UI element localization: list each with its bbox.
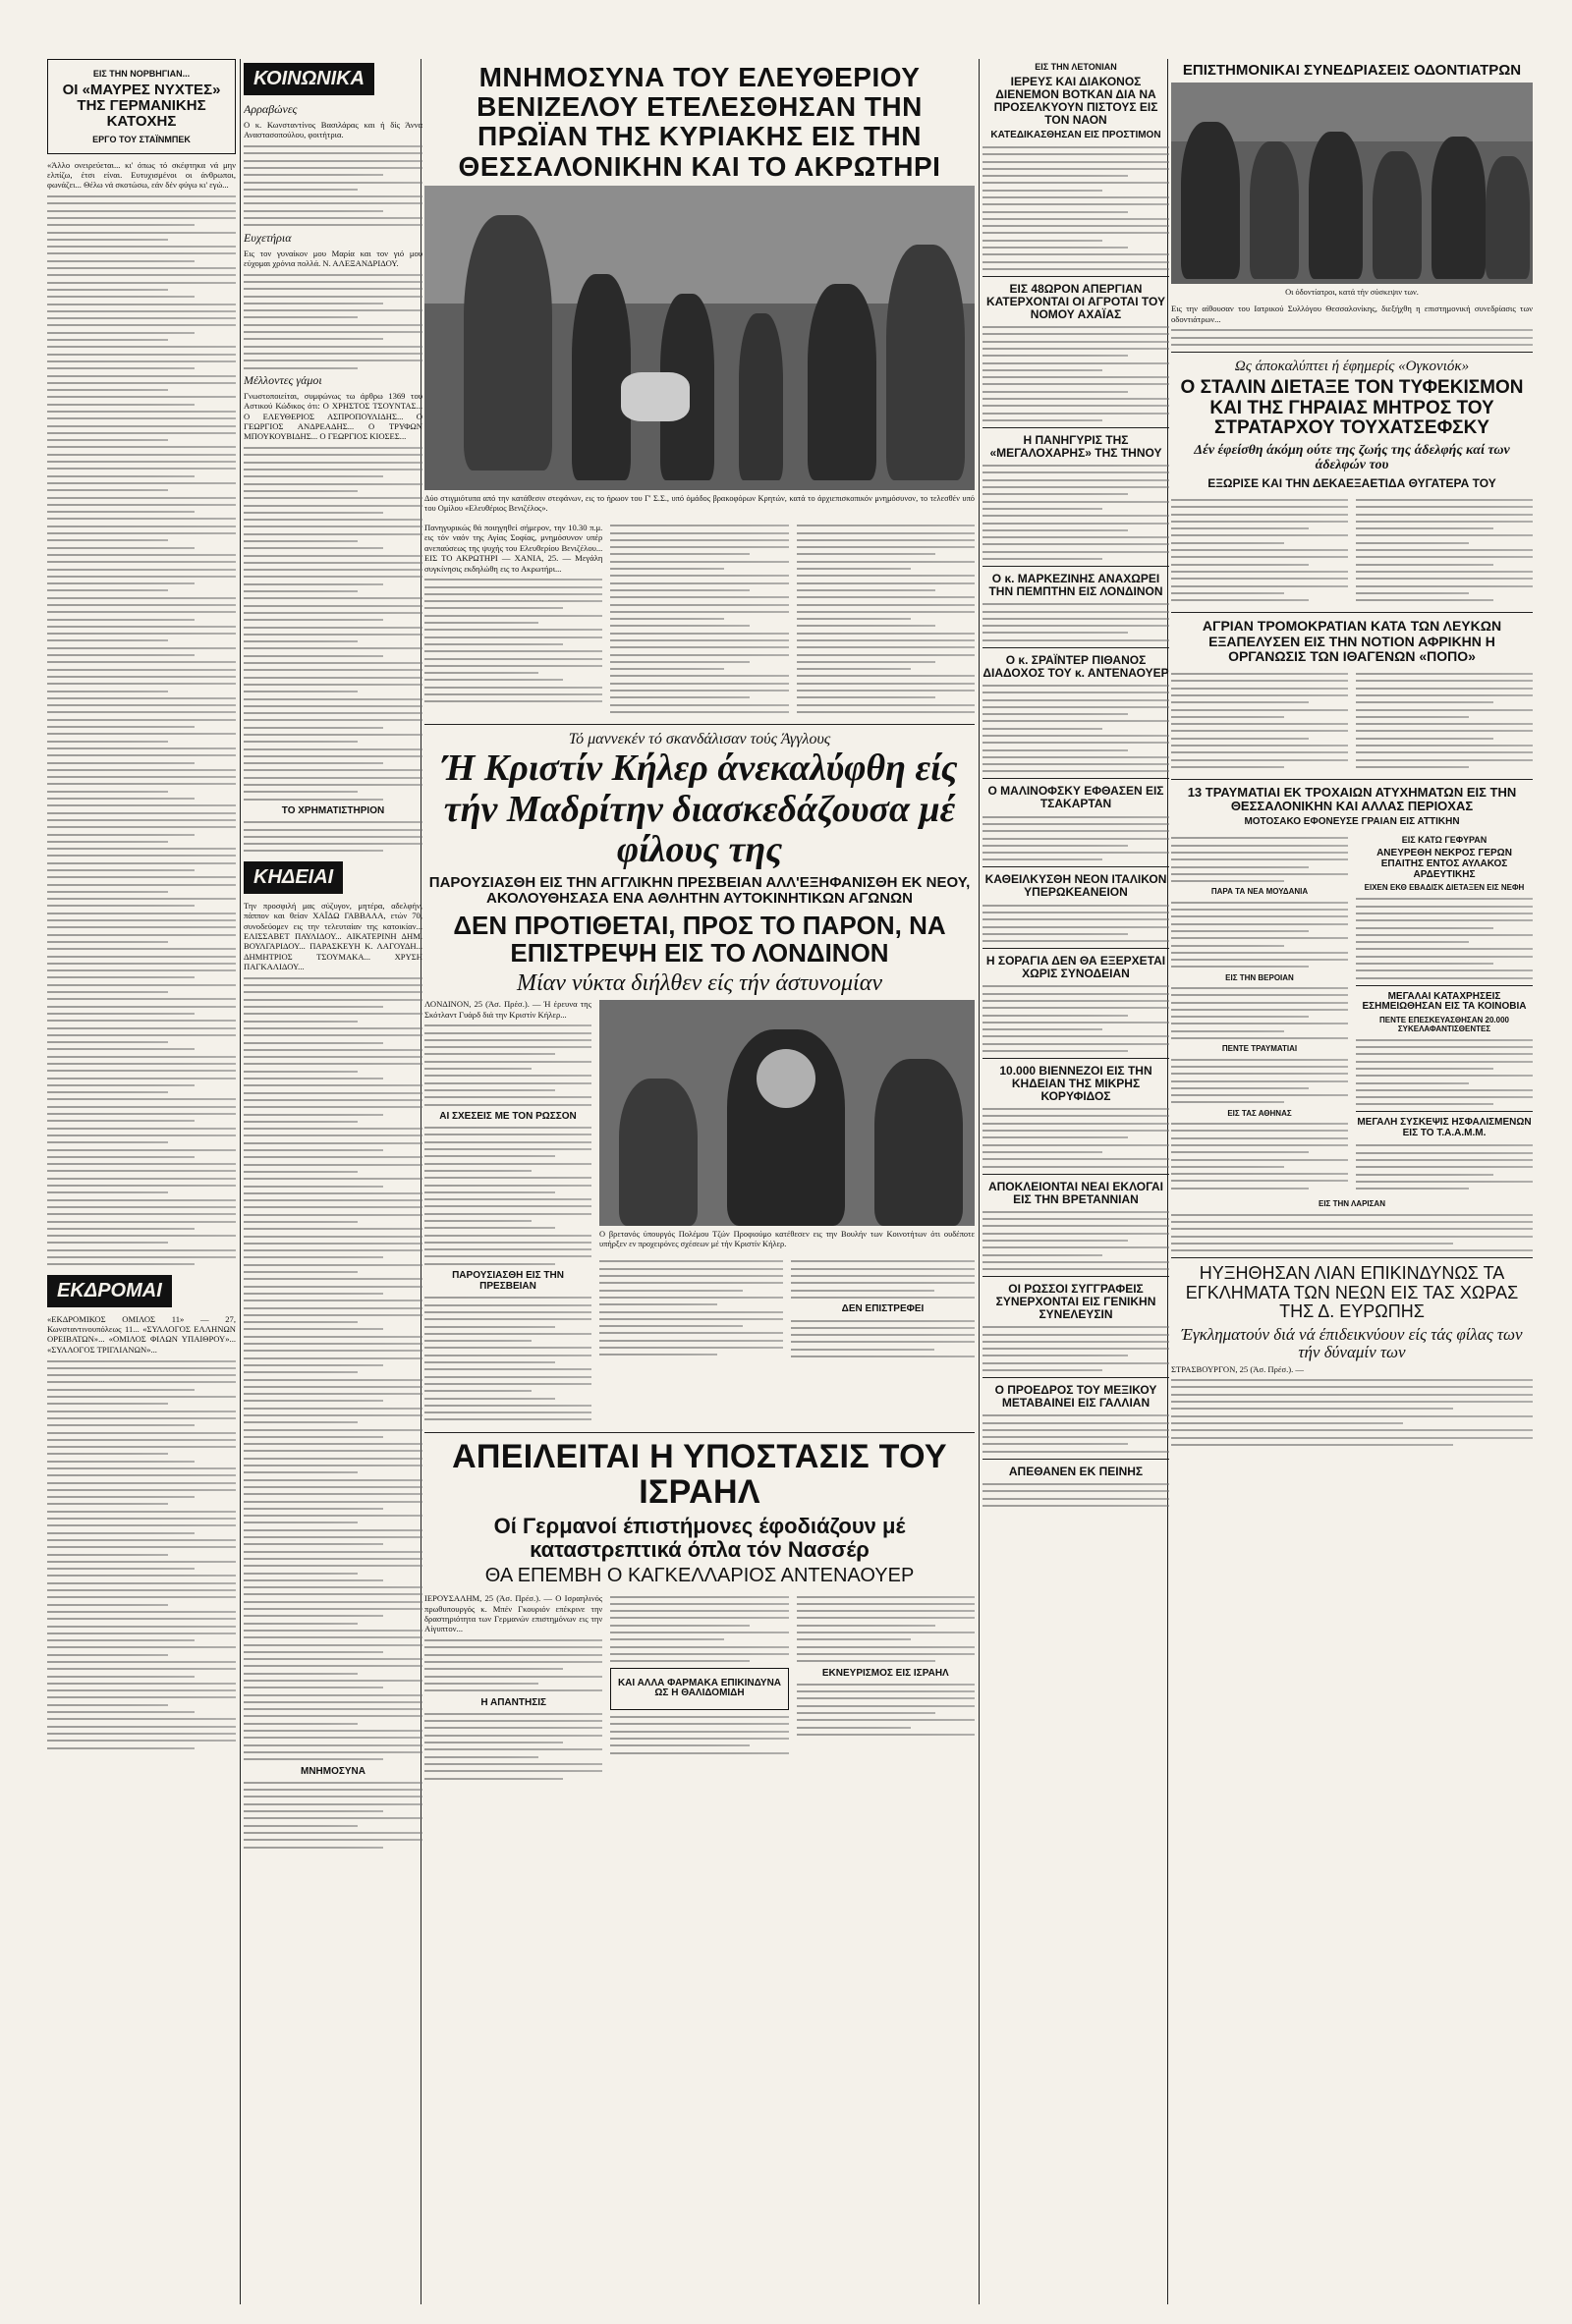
israel-headline: ΑΠΕΙΛΕΙΤΑΙ Η ΥΠΟΣΤΑΣΙΣ ΤΟΥ ΙΣΡΑΗΛ <box>452 1437 947 1512</box>
strike-headline: ΕΙΣ 48ΩΡΟΝ ΑΠΕΡΓΙΑΝ ΚΑΤΕΡΧΟΝΤΑΙ ΟΙ ΑΓΡΟΤΑΙ ΤΟΥ ΝΟΜΟΥ ΑΧΑΪΑΣ <box>985 281 1166 321</box>
serial-kicker: ΕΙΣ ΤΗΝ ΝΟΡΒΗΓΙΑΝ... <box>92 69 191 79</box>
keeler-section-1: ΑΙ ΣΧΕΣΕΙΣ ΜΕ ΤΟΝ ΡΩΣΣΟΝ <box>439 1110 577 1122</box>
profumo-photo-caption: Ο βρετανός ύπουργός Πολέμου Τζών Προφιούμο κατέθεσεν εις την Βουλήν των Κοινοτήτων ότι ουδέποτε υπήρξεν εν προχειρόνες σχέσεων μέ τήν Κριστίν Κήλερ. <box>599 1230 975 1249</box>
israel-section-1: Η ΑΠΑΝΤΗΣΙΣ <box>480 1696 546 1708</box>
schroeder-headline: Ο κ. ΣΡΑΪΝΤΕΡ ΠΙΘΑΝΟΣ ΔΙΑΔΟΧΟΣ ΤΟΥ κ. ΑΝΤΕΝΑΟΥΕΡ <box>982 652 1169 680</box>
gefyra-kicker: ΕΙΣ ΚΑΤΩ ΓΕΦΥΡΑΝ <box>1401 835 1488 846</box>
efxetiria-heading: Ευχετήρια <box>244 230 292 245</box>
efxetiria-text: Εις τον γυναίκον μου Μαρία και τον γιό μου εύχομαι χρόνια πολλά. Ν. ΑΛΕΞΑΝΔΡΙΔΟΥ. <box>244 248 422 268</box>
keeler-story <box>424 996 975 1426</box>
column-briefs <box>982 59 1169 1512</box>
israel-text: ΙΕΡΟΥΣΑΛΗΜ, 25 (Άσ. Πρέσ.). — Ο Ισραηλινός πρωθυπουργός κ. Μπέν Γκουριόν επέκρινε την δραστηριότητα των Γερμανών επιστημόνων εις την Αίγυπτον... <box>424 1593 603 1634</box>
israel-subhead-a: Οί Γερμανοί έπιστήμονες έφοδιάζουν μέ καταστρεπτικά όπλα τόν Νασσέρ <box>493 1514 906 1562</box>
israel-story <box>424 1590 975 1785</box>
crime-dateline: ΣΤΡΑΣΒΟΥΡΓΟΝ, 25 (Άσ. Πρέσ.). — <box>1171 1363 1305 1374</box>
latvia-subhead: ΚΑΤΕΔΙΚΑΣΘΗΣΑΝ ΕΙΣ ΠΡΟΣΤΙΜΟΝ <box>990 129 1161 140</box>
dentists-headline: ΕΠΙΣΤΗΜΟΝΙΚΑΙ ΣΥΝΕΔΡΙΑΣΕΙΣ ΟΔΟΝΤΙΑΤΡΩΝ <box>1182 62 1522 79</box>
stalin-subhead-a: Δέν έφείσθη άκόμη ούτε της ζωής της άδελφής καί των άδελφών του <box>1194 442 1510 473</box>
veroia-subhead: ΕΙΣ ΤΗΝ ΒΕΡΟΙΑΝ <box>1225 972 1294 982</box>
serial-box <box>47 59 236 154</box>
keeler-text: ΛΟΝΔΙΝΟΝ, 25 (Άσ. Πρέσ.). — Ή έρευνα της Σκότλαντ Γυάρδ διά την Κριστίν Κήλερ... <box>424 999 591 1020</box>
mnimosyna-heading: ΜΝΗΜΟΣΥΝΑ <box>301 1765 365 1777</box>
column-main <box>424 59 975 1785</box>
farmaka-box <box>610 1668 788 1711</box>
accidents-subhead: ΜΟΤΟΣΑΚΟ ΕΦΟΝΕΥΣΕ ΓΡΑΙΑΝ ΕΙΣ ΑΤΤΙΚΗΝ <box>1244 816 1460 828</box>
tinos-headline: Η ΠΑΝΗΓΥΡΙΣ ΤΗΣ «ΜΕΓΑΛΟΧΑΡΗΣ» ΤΗΣ ΤΗΝΟΥ <box>989 432 1162 460</box>
ekdromai-text: «ΕΚΔΡΟΜΙΚΟΣ ΟΜΙΛΟΣ 11» — 27, Κωνσταντινουπόλεως 11... «ΣΥΛΛΟΓΟΣ ΕΛΛΗΝΩΝ ΟΡΕΙΒΑΤΩΝ»... «ΟΜΙΛΟΣ ΦΙΛΩΝ ΥΠΑΙΘΡΟΥ»... «ΣΥΛΛΟΓΟΣ ΤΡΙΓΛΙΑΝΩΝ»... <box>47 1313 236 1355</box>
venizelos-text: Πανηγυρικώς θά ποιηγηθεί σήμερον, την 10.30 π.μ. εις τόν ναόν της Αγίας Σοφίας, μνημόσυνον υπέρ ανεπαύσεως της ψυχής του Ελευθερίου Βενιζέλου... ΕΙΣ ΤΟ ΑΚΡΩΤΗΡΙ — ΧΑΝΙΑ, 25. — Μεγάλη συγκίνησις εκδηλώθη εις το Ακρωτήρι... <box>424 522 603 574</box>
keeler-section-2: ΠΑΡΟΥΣΙΑΣΘΗ ΕΙΣ ΤΗΝ ΠΡΕΣΒΕΙΑΝ <box>452 1270 564 1293</box>
uk-elections-headline: ΑΠΟΚΛΕΙΟΝΤΑΙ ΝΕΑΙ ΕΚΛΟΓΑΙ ΕΙΣ ΤΗΝ ΒΡΕΤΑΝΝΙΑΝ <box>987 1179 1164 1206</box>
latvia-kicker: ΕΙΣ ΤΗΝ ΛΕΤΟΝΙΑΝ <box>1035 62 1117 72</box>
keeler-subhead-b: ΔΕΝ ΠΡΟΤΙΘΕΤΑΙ, ΠΡΟΣ ΤΟ ΠΑΡΟΝ, ΝΑ ΕΠΙΣΤΡΕΨΗ ΕΙΣ ΤΟ ΛΟΝΔΙΝΟΝ <box>453 910 946 968</box>
koinovia-subhead: ΠΕΝΤΕ ΕΠΕΣΚΕΥΑΣΘΗΣΑΝ 20.000 ΣΥΚΕΛΑΦΑΝΤΙΣΘΕΝΤΕΣ <box>1379 1016 1509 1033</box>
soraya-headline: Η ΣΟΡΑΓΙΑ ΔΕΝ ΘΑ ΕΞΕΡΧΕΤΑΙ ΧΩΡΙΣ ΣΥΝΟΔΕΙΑΝ <box>985 954 1166 981</box>
vienna-headline: 10.000 ΒΙΕΝΝΕΖΟΙ ΕΙΣ ΤΗΝ ΚΗΔΕΙΑΝ ΤΗΣ ΜΙΚΡΗΣ ΚΟΡΥΦΙΔΟΣ <box>999 1064 1152 1103</box>
dentists-photo-caption: Οι όδοντίατροι, κατά τήν σύσκεψιν των. <box>1285 288 1419 298</box>
stalin-kicker: Ως άποκαλύπτει ή έφημερίς «Ογκονιόκ» <box>1234 358 1470 374</box>
accidents-headline: 13 ΤΡΑΥΜΑΤΙΑΙ ΕΚ ΤΡΟΧΑΙΩΝ ΑΤΥΧΗΜΑΤΩΝ ΕΙΣ ΤΗΝ ΘΕΣΣΑΛΟΝΙΚΗΝ ΚΑΙ ΑΛΛΑΣ ΠΕΡΙΟΧΑΣ <box>1187 785 1517 814</box>
moudania-subhead: ΠΑΡΑ ΤΑ ΝΕΑ ΜΟΥΔΑΝΙΑ <box>1210 887 1309 897</box>
xrimatistirion-heading: ΤΟ ΧΡΗΜΑΤΙΣΤΗΡΙΟΝ <box>281 804 385 816</box>
crime-headline: ΗΥΞΗΘΗΣΑΝ ΛΙΑΝ ΕΠΙΚΙΝΔΥΝΩΣ ΤΑ ΕΓΚΛΗΜΑΤΑ ΤΩΝ ΝΕΩΝ ΕΙΣ ΤΑΣ ΧΩΡΑΣ ΤΗΣ Δ. ΕΥΡΩΠΗΣ <box>1185 1263 1519 1322</box>
farmaka-heading: ΚΑΙ ΑΛΛΑ ΦΑΡΜΑΚΑ ΕΠΙΚΙΝΔΥΝΑ ΩΣ Η ΘΑΛΙΔΟΜΙΔΗ <box>617 1677 782 1699</box>
dentists-text: Εις την αίθουσαν του Ιατρικού Συλλόγου Θεσσαλονίκης, διεξήχθη η επιστημονική συνεδρίασις των οδοντιάτρων... <box>1171 304 1533 324</box>
keeler-headline: Ή Κριστίν Κήλερ άνεκαλύφθη είς τήν Μαδρίτην διασκεδάζουσα μέ φίλους της <box>441 747 958 871</box>
profumo-photo <box>599 1000 975 1226</box>
ekdromai-banner: ΕΚΔΡΟΜΑΙ <box>47 1275 172 1307</box>
popo-headline: ΑΓΡΙΑΝ ΤΡΟΜΟΚΡΑΤΙΑΝ ΚΑΤΑ ΤΩΝ ΛΕΥΚΩΝ ΕΞΑΠΕΛΥΣΕΝ ΕΙΣ ΤΗΝ ΝΟΤΙΟΝ ΑΦΡΙΚΗΝ Η ΟΡΓΑΝΩΣΙΣ ΤΩΝ ΙΘΑΓΕΝΩΝ «ΠΟΠΟ» <box>1202 618 1502 664</box>
ekdromai-text-lines <box>47 1360 236 1749</box>
israel-subhead-b: ΘΑ ΕΠΕΜΒΗ Ο ΚΑΓΚΕΛΛΑΡΙΟΣ ΑΝΤΕΝΑΟΥΕΡ <box>484 1564 915 1586</box>
stalin-headline: Ο ΣΤΑΛΙΝ ΔΙΕΤΑΞΕ ΤΟΝ ΤΥΦΕΚΙΣΜΟΝ ΚΑΙ ΤΗΣ ΓΗΡΑΙΑΣ ΜΗΤΡΟΣ ΤΟΥ ΣΤΡΑΤΑΡΧΟΥ ΤΟΥΧΑΤΣΕΦΣΚΥ <box>1180 377 1524 439</box>
column-social <box>244 59 422 1854</box>
column-rule <box>240 59 241 2304</box>
koinonika-banner: ΚΟΙΝΩΝΙΚΑ <box>244 63 374 95</box>
stalin-subhead-b: ΕΞΩΡΙΣΕ ΚΑΙ ΤΗΝ ΔΕΚΑΕΞΑΕΤΙΔΑ ΘΥΓΑΤΕΡΑ ΤΟΥ <box>1207 475 1496 490</box>
mellontes-heading: Μέλλοντες γάμοι <box>244 372 322 387</box>
koinovia-headline: ΜΕΓΑΛΑΙ ΚΑΤΑΧΡΗΣΕΙΣ ΕΣΗΜΕΙΩΘΗΣΑΝ ΕΙΣ ΤΑ ΚΟΙΝΟΒΙΑ <box>1362 990 1527 1013</box>
venizelos-photo-caption: Δύο στιγμιότυπα από την κατάθεσιν στεφάνων, εις το ήρωον του Γ' Σ.Σ., υπό όμάδος βρακοφόρων Κρητών, κατά το άρχιεπισκοπικόν μνημόσυνον, το τελεσθέν υπό του Ομίλου «Ελευθέριος Βενιζέλος». <box>424 493 975 513</box>
serial-title: ΟΙ «ΜΑΥΡΕΣ ΝΥΧΤΕΣ» ΤΗΣ ΓΕΡΜΑΝΙΚΗΣ ΚΑΤΟΧΗΣ <box>62 82 221 131</box>
keeler-subhead-a: ΠΑΡΟΥΣΙΑΣΘΗ ΕΙΣ ΤΗΝ ΑΓΓΛΙΚΗΝ ΠΡΕΣΒΕΙΑΝ ΑΛΛ'ΕΞΗΦΑΝΙΣΘΗ ΕΚ ΝΕΟΥ, ΑΚΟΛΟΥΘΗΣΑΣΑ ΕΝΑ ΑΘΛΗΤΗΝ ΑΥΤΟΚΙΝΗΤΙΚΩΝ ΑΓΩΝΩΝ <box>428 874 971 908</box>
injured-subhead: ΠΕΝΤΕ ΤΡΑΥΜΑΤΙΑΙ <box>1221 1044 1298 1054</box>
beggar-headline: ΑΝΕΥΡΕΘΗ ΝΕΚΡΟΣ ΓΕΡΩΝ ΕΠΑΙΤΗΣ ΕΝΤΟΣ ΑΥΛΑΚΟΣ ΑΡΔΕΥΤΙΚΗΣ <box>1376 848 1512 880</box>
kideiai-text: Την προσφιλή μας σύζυγον, μητέρα, αδελφήν, πάππον και θείαν ΧΑΪΔΩ ΓΑΒΒΑΛΑ, ετών 70, συνοδεύομεν εις την τελευταίαν της κατοικίαν... ΕΛΙΣΣΑΒΕΤ ΠΑΥΛΙΔΟΥ... ΑΙΚΑΤΕΡΙΝΗ ΔΗΜ. ΒΟΥΛΓΑΡΙΔΟΥ... ΠΑΡΑΣΚΕΥΗ Κ. ΛΑΓΟΥΔΗ... ΔΗΜΗΤΡΙΟΣ ΤΣΟΥΜΑΚΑ... ΧΡΥΣΗ ΠΑΓΚΑΛΙΔΟΥ... <box>244 900 422 972</box>
malinovsky-headline: Ο ΜΑΛΙΝΟΦΣΚΥ ΕΦΘΑΣΕΝ ΕΙΣ ΤΣΑΚΑΡΤΑΝ <box>987 784 1164 811</box>
venizelos-photo <box>424 186 975 490</box>
hunger-headline: ΑΠΕΘΑΝΕΝ ΕΚ ΠΕΙΝΗΣ <box>1008 1464 1144 1478</box>
venizelos-headline: ΜΝΗΜΟΣΥΝΑ ΤΟΥ ΕΛΕΥΘΕΡΙΟΥ ΒΕΝΙΖΕΛΟΥ ΕΤΕΛΕΣΘΗΣΑΝ ΤΗΝ ΠΡΩΪΑΝ ΤΗΣ ΚΥΡΙΑΚΗΣ ΕΙΣ ΤΗΝ ΘΕΣΣΑΛΟΝΙΚΗΝ ΚΑΙ ΤΟ ΑΚΡΩΤΗΡΙ <box>458 62 941 182</box>
column-right <box>1171 59 1533 1451</box>
athens-subhead: ΕΙΣ ΤΑΣ ΑΘΗΝΑΣ <box>1227 1108 1292 1118</box>
beggar-subhead: ΕΙΧΕΝ ΕΚΘ ΕΒΑΔΙΣΚ ΔΙΕΤΑΞΕΝ ΕΙΣ ΝΕΦΗ <box>1364 883 1525 893</box>
latvia-headline: ΙΕΡΕΥΣ ΚΑΙ ΔΙΑΚΟΝΟΣ ΔΙΕΝΕΜΟΝ ΒΟΤΚΑΝ ΔΙΑ ΝΑ ΠΡΟΣΕΛΚΥΟΥΝ ΠΙΣΤΟΥΣ ΕΙΣ ΤΟΝ ΝΑΟΝ <box>993 75 1158 127</box>
serial-text: «Άλλο ονειρεύεται... κι' όπως τό σκέφτηκα νά μην ελπίζω, έτσι είναι. Ευτυχισμένοι οι άνθρωποι, φωνάζει... Θέλω νά σκοτώσω, εάν δέν φύγω κι' εγώ... <box>47 159 236 191</box>
keeler-kicker: Τό μαννεκέν τό σκανδάλισαν τούς Άγγλους <box>568 731 831 748</box>
kideiai-banner: ΚΗΔΕΙΑΙ <box>244 861 343 894</box>
mellontes-text: Γνωστοποιείται, συμφώνως τω άρθρω 1369 του Αστικού Κώδικος ότι: Ο ΧΡΗΣΤΟΣ ΤΣΟΥΝΤΑΣ... Ο ΕΛΕΥΘΕΡΙΟΣ ΑΣΠΡΟΠΟΥΛΙΔΗΣ... Ο ΓΕΩΡΓΙΟΣ ΑΝΔΡΕΑΔΗΣ... Ο ΤΡΥΦΩΝ ΜΠΟΥΚΟΥΒΙΔΗΣ... Ο ΓΕΩΡΓΙΟΣ ΚΙΟΣΕΣ... <box>244 390 422 442</box>
liner-headline: ΚΑΘΕΙΛΚΥΣΘΗ ΝΕΟΝ ΙΤΑΛΙΚΟΝ ΥΠΕΡΩΚΕΑΝΕΙΟΝ <box>984 872 1167 900</box>
keeler-section-3: ΔΕΝ ΕΠΙΣΤΡΕΦΕΙ <box>841 1303 925 1315</box>
column-rule <box>979 59 980 2304</box>
column-serial <box>47 59 236 1754</box>
israel-section-2: ΕΚΝΕΥΡΙΣΜΟΣ ΕΙΣ ΙΣΡΑΗΛ <box>821 1667 949 1679</box>
markezinis-headline: Ο κ. ΜΑΡΚΕΖΙΝΗΣ ΑΝΑΧΩΡΕΙ ΤΗΝ ΠΕΜΠΤΗΝ ΕΙΣ ΛΟΝΔΙΝΟΝ <box>988 572 1163 598</box>
venizelos-story <box>424 520 975 718</box>
crime-subhead: Έγκληματούν διά νά έπιδεικνύουν είς τάς φίλας των τήν δύναμίν των <box>1181 1324 1523 1362</box>
serial-text-lines <box>47 195 236 1265</box>
arravones-heading: Αρραβώνες <box>244 102 298 116</box>
dentists-photo <box>1171 83 1533 284</box>
arravones-text: Ο κ. Κωνσταντίνος Βασιλάρας και ή δίς Άννα Αναστασοπούλου, φοιτήτρια. <box>244 119 422 140</box>
keeler-subhead-c: Μίαν νύκτα διήλθεν είς τήν άστυνομίαν <box>517 969 882 996</box>
larisa-subhead: ΕΙΣ ΤΗΝ ΛΑΡΙΣΑΝ <box>1319 1199 1385 1209</box>
mexico-headline: Ο ΠΡΟΕΔΡΟΣ ΤΟΥ ΜΕΞΙΚΟΥ ΜΕΤΑΒΑΙΝΕΙ ΕΙΣ ΓΑΛΛΙΑΝ <box>994 1383 1157 1411</box>
serial-author: ΕΡΓΟ ΤΟΥ ΣΤΑΪΝΜΠΕΚ <box>92 134 191 144</box>
taamm-headline: ΜΕΓΑΛΗ ΣΥΣΚΕΨΙΣ ΗΣΦΑΛΙΣΜΕΝΩΝ ΕΙΣ ΤΟ Τ.Α.Α.Μ.Μ. <box>1357 1117 1532 1139</box>
writers-headline: ΟΙ ΡΩΣΣΟΙ ΣΥΓΓΡΑΦΕΙΣ ΣΥΝΕΡΧΟΝΤΑΙ ΕΙΣ ΓΕΝΙΚΗΝ ΣΥΝΕΛΕΥΣΙΝ <box>995 1282 1156 1322</box>
